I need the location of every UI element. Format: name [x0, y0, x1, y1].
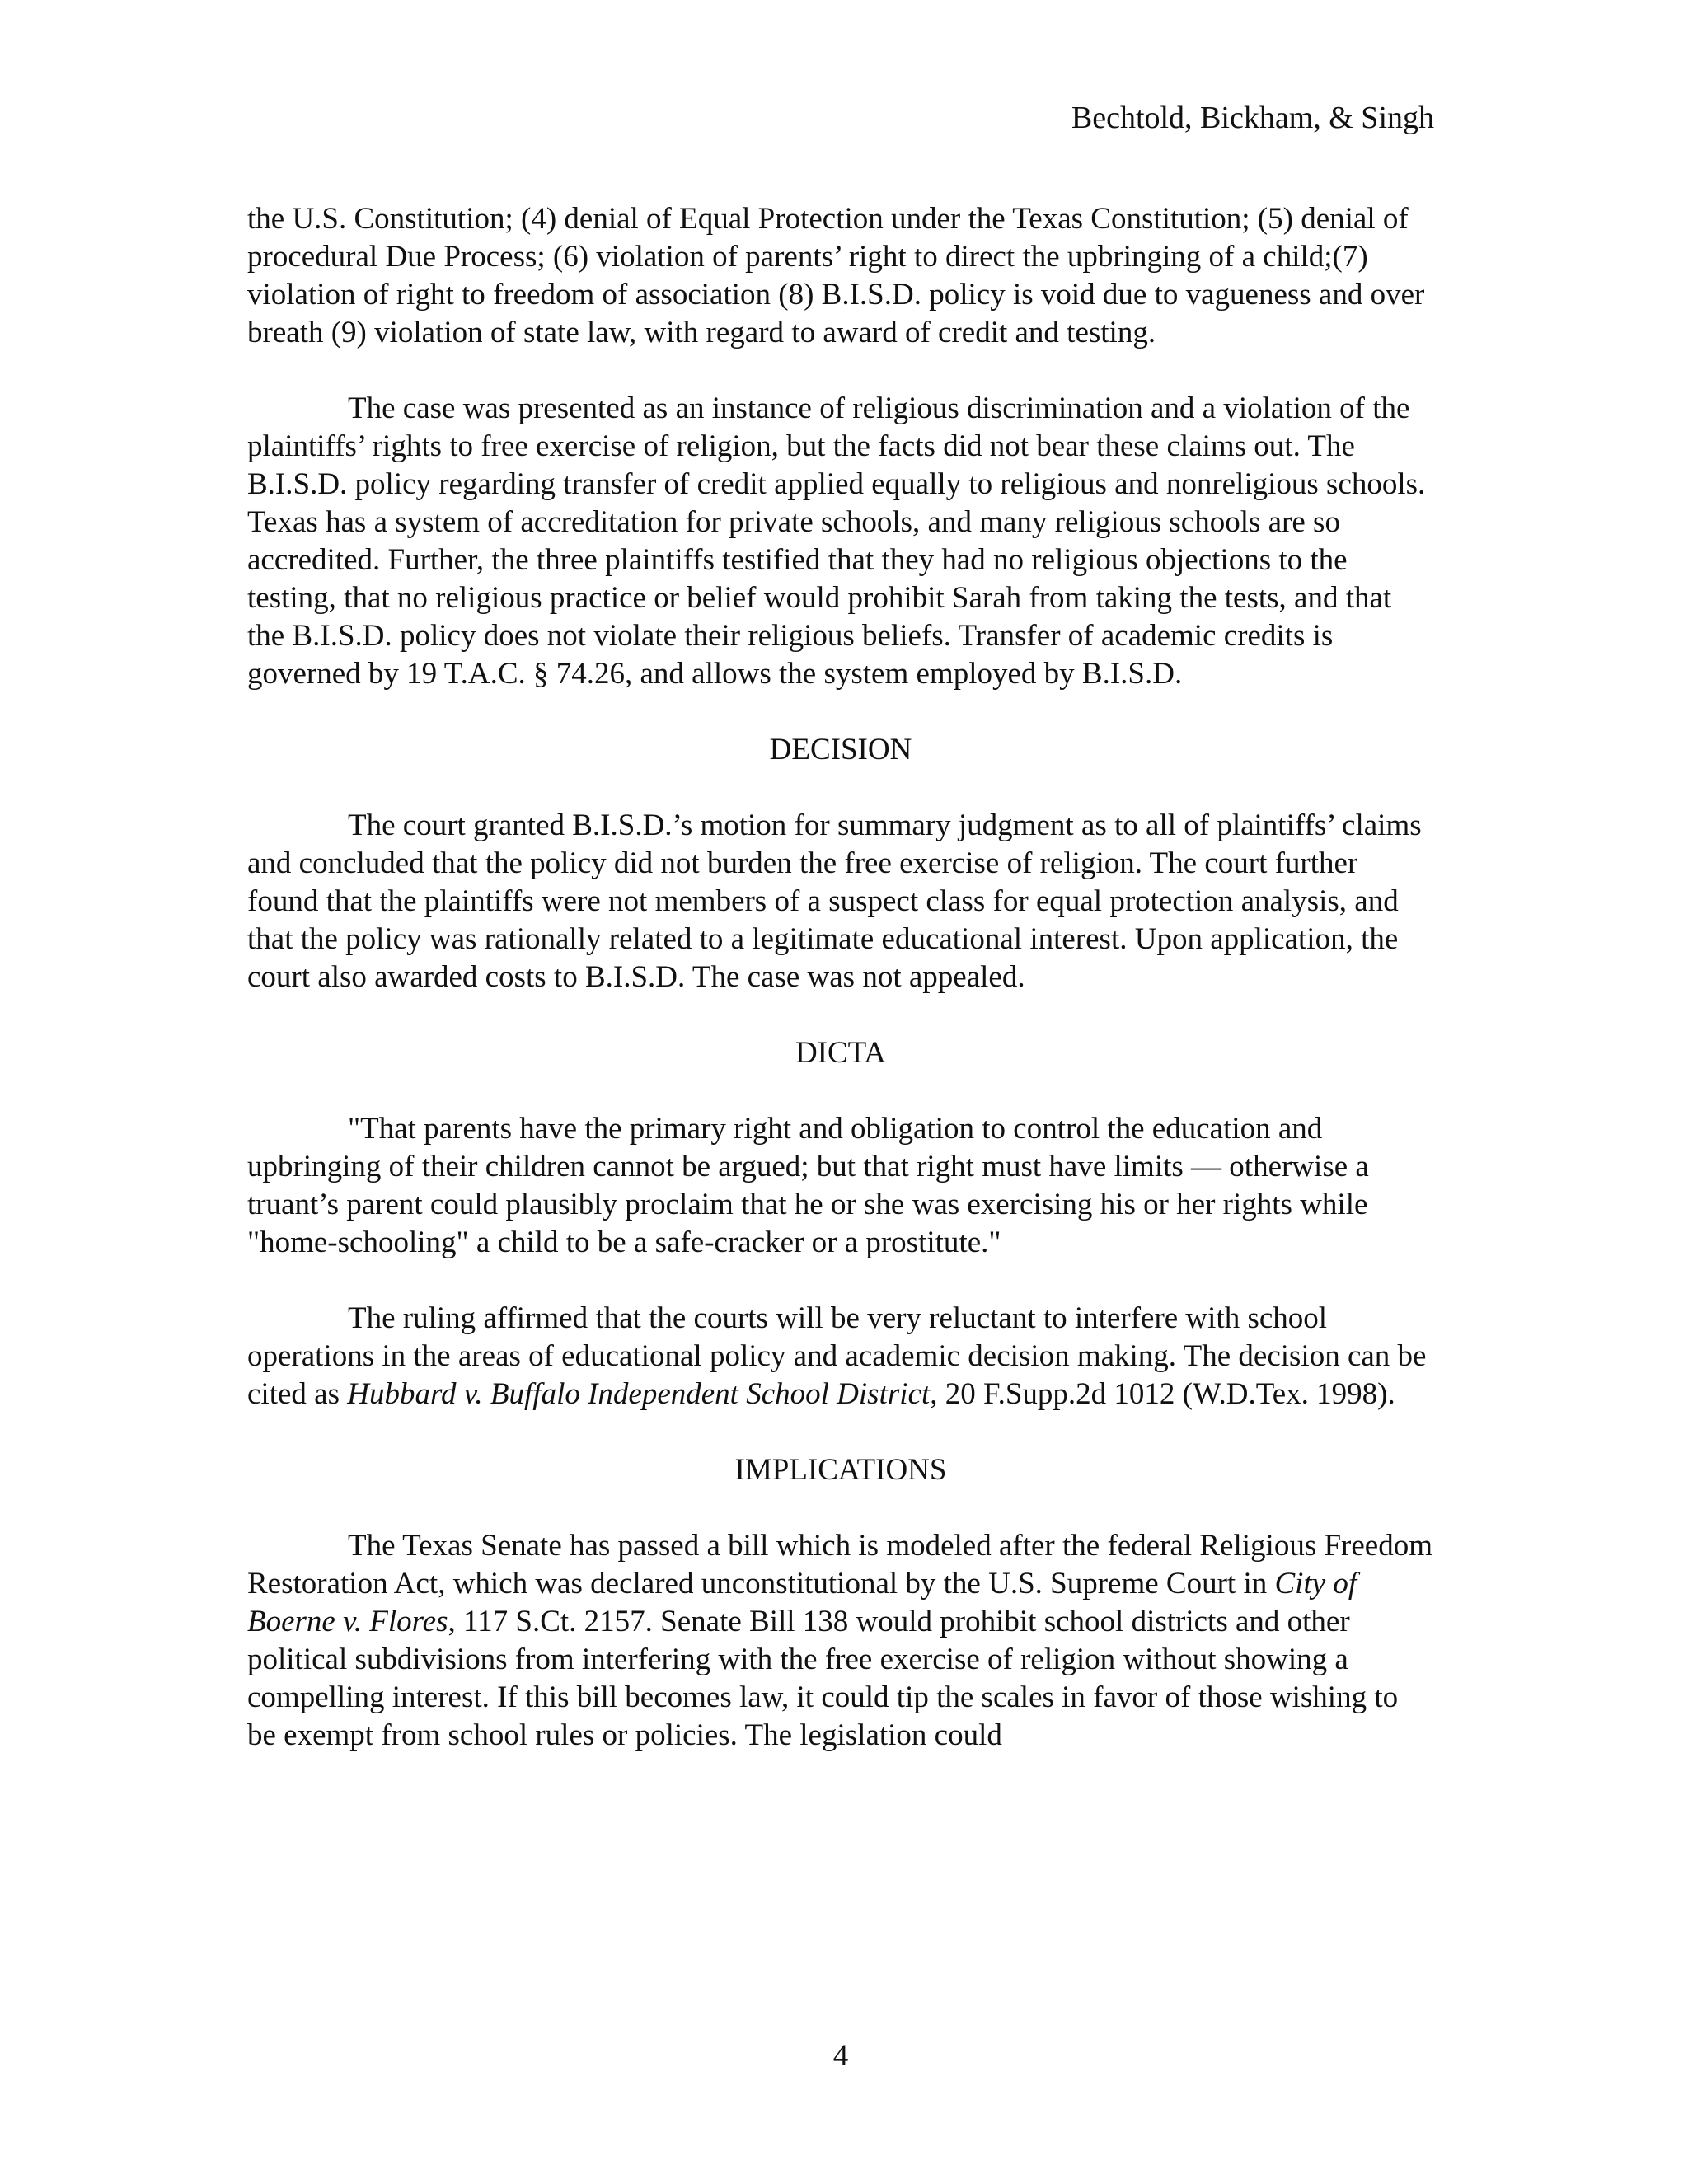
ruling-text: The ruling affirmed that the courts will be very reluctant to interfere with school operations in the areas of educational policy and academic decision making. The decision can be cited as: [247, 1301, 1427, 1411]
heading-decision: DECISION: [769, 733, 912, 766]
paragraph-claims-continued: the U.S. Constitution; (4) denial of Equal Protection under the Texas Constitution; (5) denial of procedural Due Process; (6) violation of parents’ right to direct the upbringing of a child;(7) violation of right to freedom of association (8) B.I.S.D. policy is void due to vagueness and over breath (9) violation of state law, with regard to award of credit and testing.: [247, 202, 1425, 349]
paragraph-decision: The court granted B.I.S.D.’s motion for summary judgment as to all of plaintiffs’ claims and concluded that the policy did not burden the free exercise of religion. The court further found that the plaintiffs were not members of a suspect class for equal protection analysis, and that the policy was rationally related to a legitimate educational interest. Upon application, the court also awarded costs to B.I.S.D. The case was not appealed.: [247, 808, 1422, 994]
running-header: Bechtold, Bickham, & Singh: [1071, 101, 1434, 135]
citation-text: , 20 F.Supp.2d 1012 (W.D.Tex. 1998).: [930, 1377, 1395, 1411]
implications-text: The Texas Senate has passed a bill which is modeled after the federal Religious Freedom Restoration Act, which was declared unconstitutional by the U.S. Supreme Court in: [247, 1529, 1432, 1601]
case-name-hubbard: Hubbard v. Buffalo Independent School District: [347, 1377, 931, 1411]
body-text: [247, 200, 1434, 1755]
paragraph-implications: [247, 1527, 1434, 1755]
paragraph-case-facts: The case was presented as an instance of religious discrimination and a violation of the plaintiffs’ rights to free exercise of religion, but the facts did not bear these claims out. The B.I.S.D. policy regarding transfer of credit applied equally to religious and nonreligious schools. Texas has a system of accreditation for private schools, and many religious schools are so accredited. Further, the three plaintiffs testified that they had no religious objections to the testing, that no religious practice or belief would prohibit Sarah from taking the tests, and that the B.I.S.D. policy does not violate their religious beliefs. Transfer of academic credits is governed by 19 T.A.C. § 74.26, and allows the system employed by B.I.S.D.: [247, 391, 1426, 691]
paragraph-dicta-quote: "That parents have the primary right and obligation to control the education and upbringing of their children cannot be argued; but that right must have limits — otherwise a truant’s parent could plausibly proclaim that he or she was exercising his or her rights while "home-schooling" a child to be a safe-cracker or a prostitute.": [247, 1112, 1369, 1259]
page-number: 4: [832, 2039, 849, 2073]
case-name-boerne: City of Boerne v. Flores: [247, 1567, 1357, 1638]
implications-text-continued: , 117 S.Ct. 2157. Senate Bill 138 would prohibit school districts and other political subdivisions from interfering with the free exercise of religion without showing a compelling interest. If this bill becomes law, it could tip the scales in favor of those wishing to be exempt from school rules or policies. The legislation could: [247, 1605, 1399, 1752]
heading-dicta: DICTA: [795, 1036, 887, 1070]
heading-implications: IMPLICATIONS: [734, 1453, 947, 1487]
paragraph-ruling-citation: [247, 1300, 1434, 1413]
